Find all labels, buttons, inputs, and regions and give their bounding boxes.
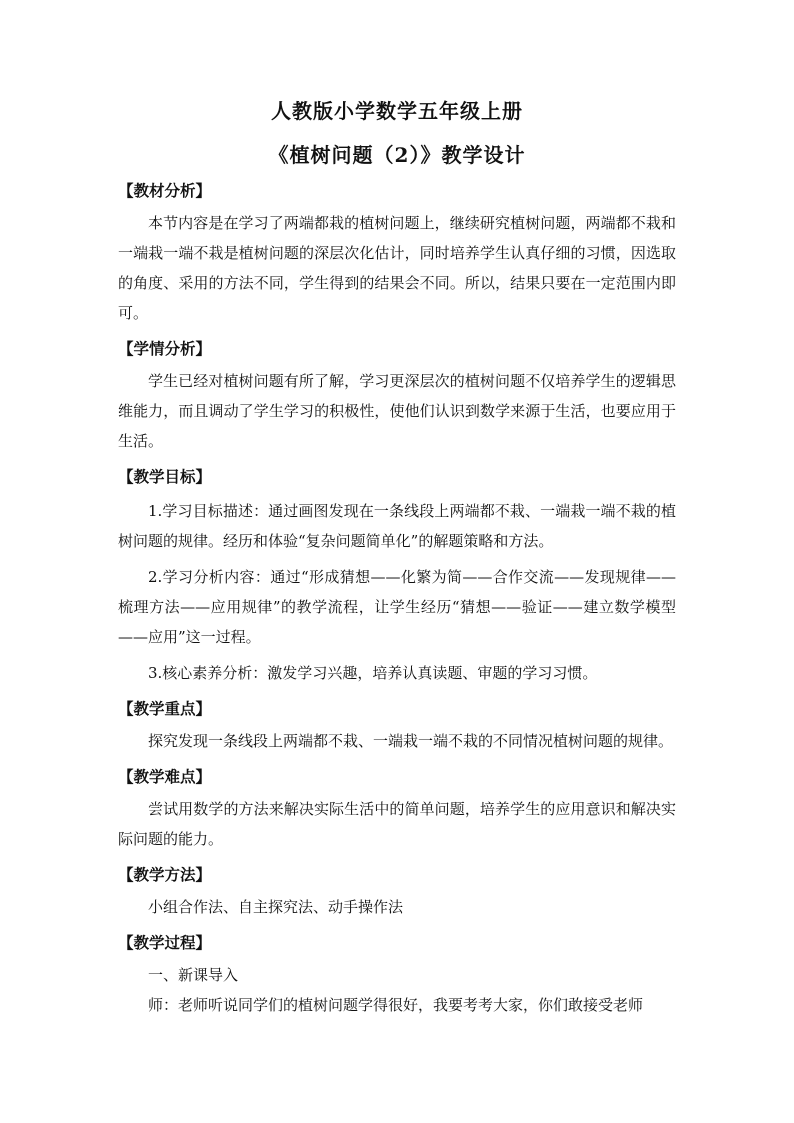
section-heading: 【学情分析】 xyxy=(118,339,212,358)
section-textbook-analysis xyxy=(118,178,676,328)
section-teaching-goals xyxy=(118,464,676,688)
paragraph: 探究发现一条线段上两端都不栽、一端栽一端不栽的不同情况植树问题的规律。 xyxy=(148,732,674,750)
section-methods xyxy=(118,862,676,922)
section-heading: 【教学目标】 xyxy=(118,467,212,486)
section-process xyxy=(118,930,676,1020)
paragraph: 学生已经对植树问题有所了解，学习更深层次的植树问题不仅培养学生的逻辑思维能力，而且调动了学生学习的积极性，使他们认识到数学来源于生活，也要应用于生活。 xyxy=(118,372,676,450)
goal-item-3: 3.核心素养分析：激发学习兴趣，培养认真读题、审题的学习习惯。 xyxy=(148,664,598,682)
document-title: 人教版小学数学五年级上册 xyxy=(271,99,523,123)
paragraph: 本节内容是在学习了两端都栽的植树问题上，继续研究植树问题，两端都不栽和一端栽一端不栽是植树问题的深层次化估计，同时培养学生认真仔细的习惯，因选取的角度、采用的方法不同，学生得到的结果会不同。所以，结果只要在一定范围内即可。 xyxy=(118,214,676,322)
document-body xyxy=(0,178,794,1020)
paragraph: 师：老师听说同学们的植树问题学得很好，我要考考大家，你们敢接受老师 xyxy=(148,996,644,1014)
section-heading: 【教材分析】 xyxy=(118,181,212,200)
goal-item-2: 2.学习分析内容：通过“形成猜想——化繁为简——合作交流——发现规律——梳理方法——应用规律”的教学流程，让学生经历“猜想——验证——建立数学模型——应用”这一过程。 xyxy=(118,568,676,646)
section-heading: 【教学方法】 xyxy=(118,865,212,884)
paragraph: 尝试用数学的方法来解决实际生活中的简单问题，培养学生的应用意识和解决实际问题的能力。 xyxy=(118,800,676,848)
section-heading: 【教学过程】 xyxy=(118,933,212,952)
section-heading: 【教学难点】 xyxy=(118,767,212,786)
section-difficulties xyxy=(118,764,676,854)
document-subtitle: 《植树问题（2）》教学设计 xyxy=(268,143,526,167)
section-student-analysis xyxy=(118,336,676,456)
paragraph: 小组合作法、自主探究法、动手操作法 xyxy=(148,898,404,916)
process-step-title: 一、新课导入 xyxy=(148,966,239,984)
section-key-points xyxy=(118,696,676,756)
goal-item-1: 1.学习目标描述：通过画图发现在一条线段上两端都不栽、一端栽一端不栽的植树问题的规律。经历和体验“复杂问题简单化”的解题策略和方法。 xyxy=(118,502,676,550)
section-heading: 【教学重点】 xyxy=(118,699,212,718)
